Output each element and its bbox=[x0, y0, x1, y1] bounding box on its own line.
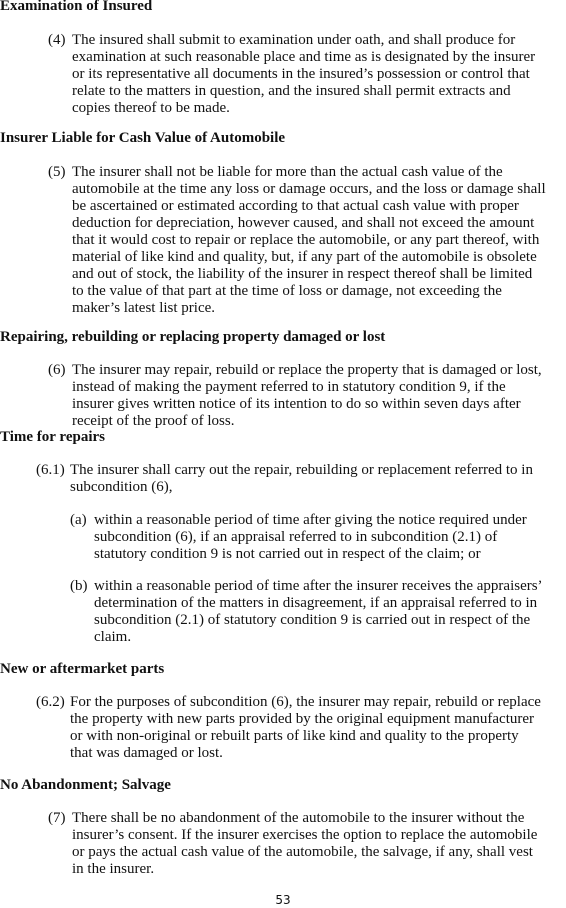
text-line: subcondition (6), if an appraisal referred to in subcondition (2.1) of bbox=[94, 529, 498, 545]
text-line: that was damaged or lost. bbox=[70, 745, 223, 761]
heading-examination-of-insured: Examination of Insured bbox=[0, 0, 153, 14]
item-number: (b) bbox=[70, 578, 88, 594]
text-line: subcondition (2.1) of statutory condition 9 is carried out in respect of the bbox=[94, 612, 531, 628]
text-line: be ascertained or estimated according to that actual cash value with proper bbox=[72, 198, 519, 214]
text-line: or its representative all documents in the insured’s possession or control that bbox=[72, 66, 530, 82]
text-line: There shall be no abandonment of the automobile to the insurer without the bbox=[72, 810, 525, 826]
text-line: determination of the matters in disagreement, if an appraisal referred to in bbox=[94, 595, 538, 611]
item-number: (7) bbox=[48, 810, 66, 826]
text-line: deduction for depreciation, however caused, and shall not exceed the amount bbox=[72, 215, 535, 231]
item-number: (a) bbox=[70, 512, 87, 528]
condition-6-2 bbox=[36, 694, 541, 762]
text-line: subcondition (6), bbox=[70, 479, 173, 495]
item-text bbox=[70, 694, 541, 762]
heading-time-for-repairs: Time for repairs bbox=[0, 429, 105, 445]
text-line: statutory condition 9 is not carried out in respect of the claim; or bbox=[94, 546, 481, 562]
item-number: (6) bbox=[48, 362, 66, 378]
heading-insurer-liable: Insurer Liable for Cash Value of Automobile bbox=[0, 130, 286, 146]
text-line: material of like kind and quality, but, if any part of the automobile is obsolete bbox=[72, 249, 537, 265]
text-line: For the purposes of subcondition (6), the insurer may repair, rebuild or replace bbox=[70, 694, 541, 710]
condition-5 bbox=[48, 164, 546, 317]
text-line: claim. bbox=[94, 629, 132, 645]
condition-6 bbox=[48, 362, 542, 430]
text-line: maker’s latest list price. bbox=[72, 300, 216, 316]
item-text bbox=[72, 810, 537, 878]
text-line: insurer gives written notice of its intention to do so within seven days after bbox=[72, 396, 521, 412]
text-line: within a reasonable period of time after giving the notice required under bbox=[94, 512, 527, 528]
text-line: or pays the actual cash value of the automobile, the salvage, if any, shall vest bbox=[72, 844, 533, 860]
heading-no-abandonment-salvage: No Abandonment; Salvage bbox=[0, 777, 171, 793]
item-number: (5) bbox=[48, 164, 66, 180]
text-line: The insurer may repair, rebuild or replace the property that is damaged or lost, bbox=[72, 362, 542, 378]
page-number: 53 bbox=[275, 893, 291, 907]
condition-7 bbox=[48, 810, 538, 878]
text-line: or with non-original or rebuilt parts of like kind and quality to the property bbox=[70, 728, 519, 744]
text-line: in the insurer. bbox=[72, 861, 155, 877]
subcondition-a bbox=[70, 512, 527, 563]
text-line: The insurer shall not be liable for more than the actual cash value of the bbox=[72, 164, 503, 180]
text-line: automobile at the time any loss or damage occurs, and the loss or damage shall bbox=[72, 181, 546, 197]
item-text bbox=[72, 164, 546, 317]
subcondition-b bbox=[70, 578, 543, 646]
text-line: copies thereof to be made. bbox=[72, 100, 230, 116]
text-line: that it would cost to repair or replace the automobile, or any part thereof, with bbox=[72, 232, 540, 248]
item-text bbox=[94, 512, 527, 563]
text-line: The insurer shall carry out the repair, rebuilding or replacement referred to in bbox=[70, 462, 533, 478]
item-number: (4) bbox=[48, 32, 66, 48]
heading-repairing-rebuilding: Repairing, rebuilding or replacing property damaged or lost bbox=[0, 329, 386, 345]
item-number: (6.1) bbox=[36, 462, 65, 478]
text-line: examination at such reasonable place and time as is designated by the insurer bbox=[72, 49, 536, 65]
heading-new-or-aftermarket-parts: New or aftermarket parts bbox=[0, 661, 165, 677]
text-line: receipt of the proof of loss. bbox=[72, 413, 235, 429]
item-text bbox=[72, 32, 535, 117]
text-line: within a reasonable period of time after the insurer receives the appraisers’ bbox=[94, 578, 543, 594]
condition-6-1 bbox=[36, 462, 533, 496]
item-number: (6.2) bbox=[36, 694, 65, 710]
item-text bbox=[94, 578, 543, 646]
text-line: insurer’s consent. If the insurer exercises the option to replace the automobile bbox=[72, 827, 538, 843]
item-text bbox=[72, 362, 542, 430]
text-line: relate to the matters in question, and the insured shall permit extracts and bbox=[72, 83, 511, 99]
text-line: the property with new parts provided by the original equipment manufacturer bbox=[70, 711, 535, 727]
text-line: The insured shall submit to examination under oath, and shall produce for bbox=[72, 32, 516, 48]
item-text bbox=[70, 462, 533, 496]
text-line: to the value of that part at the time of loss or damage, not exceeding the bbox=[72, 283, 502, 299]
text-line: and out of stock, the liability of the insurer in respect thereof shall be limited bbox=[72, 266, 533, 282]
condition-4 bbox=[48, 32, 536, 117]
text-line: instead of making the payment referred to in statutory condition 9, if the bbox=[72, 379, 506, 395]
